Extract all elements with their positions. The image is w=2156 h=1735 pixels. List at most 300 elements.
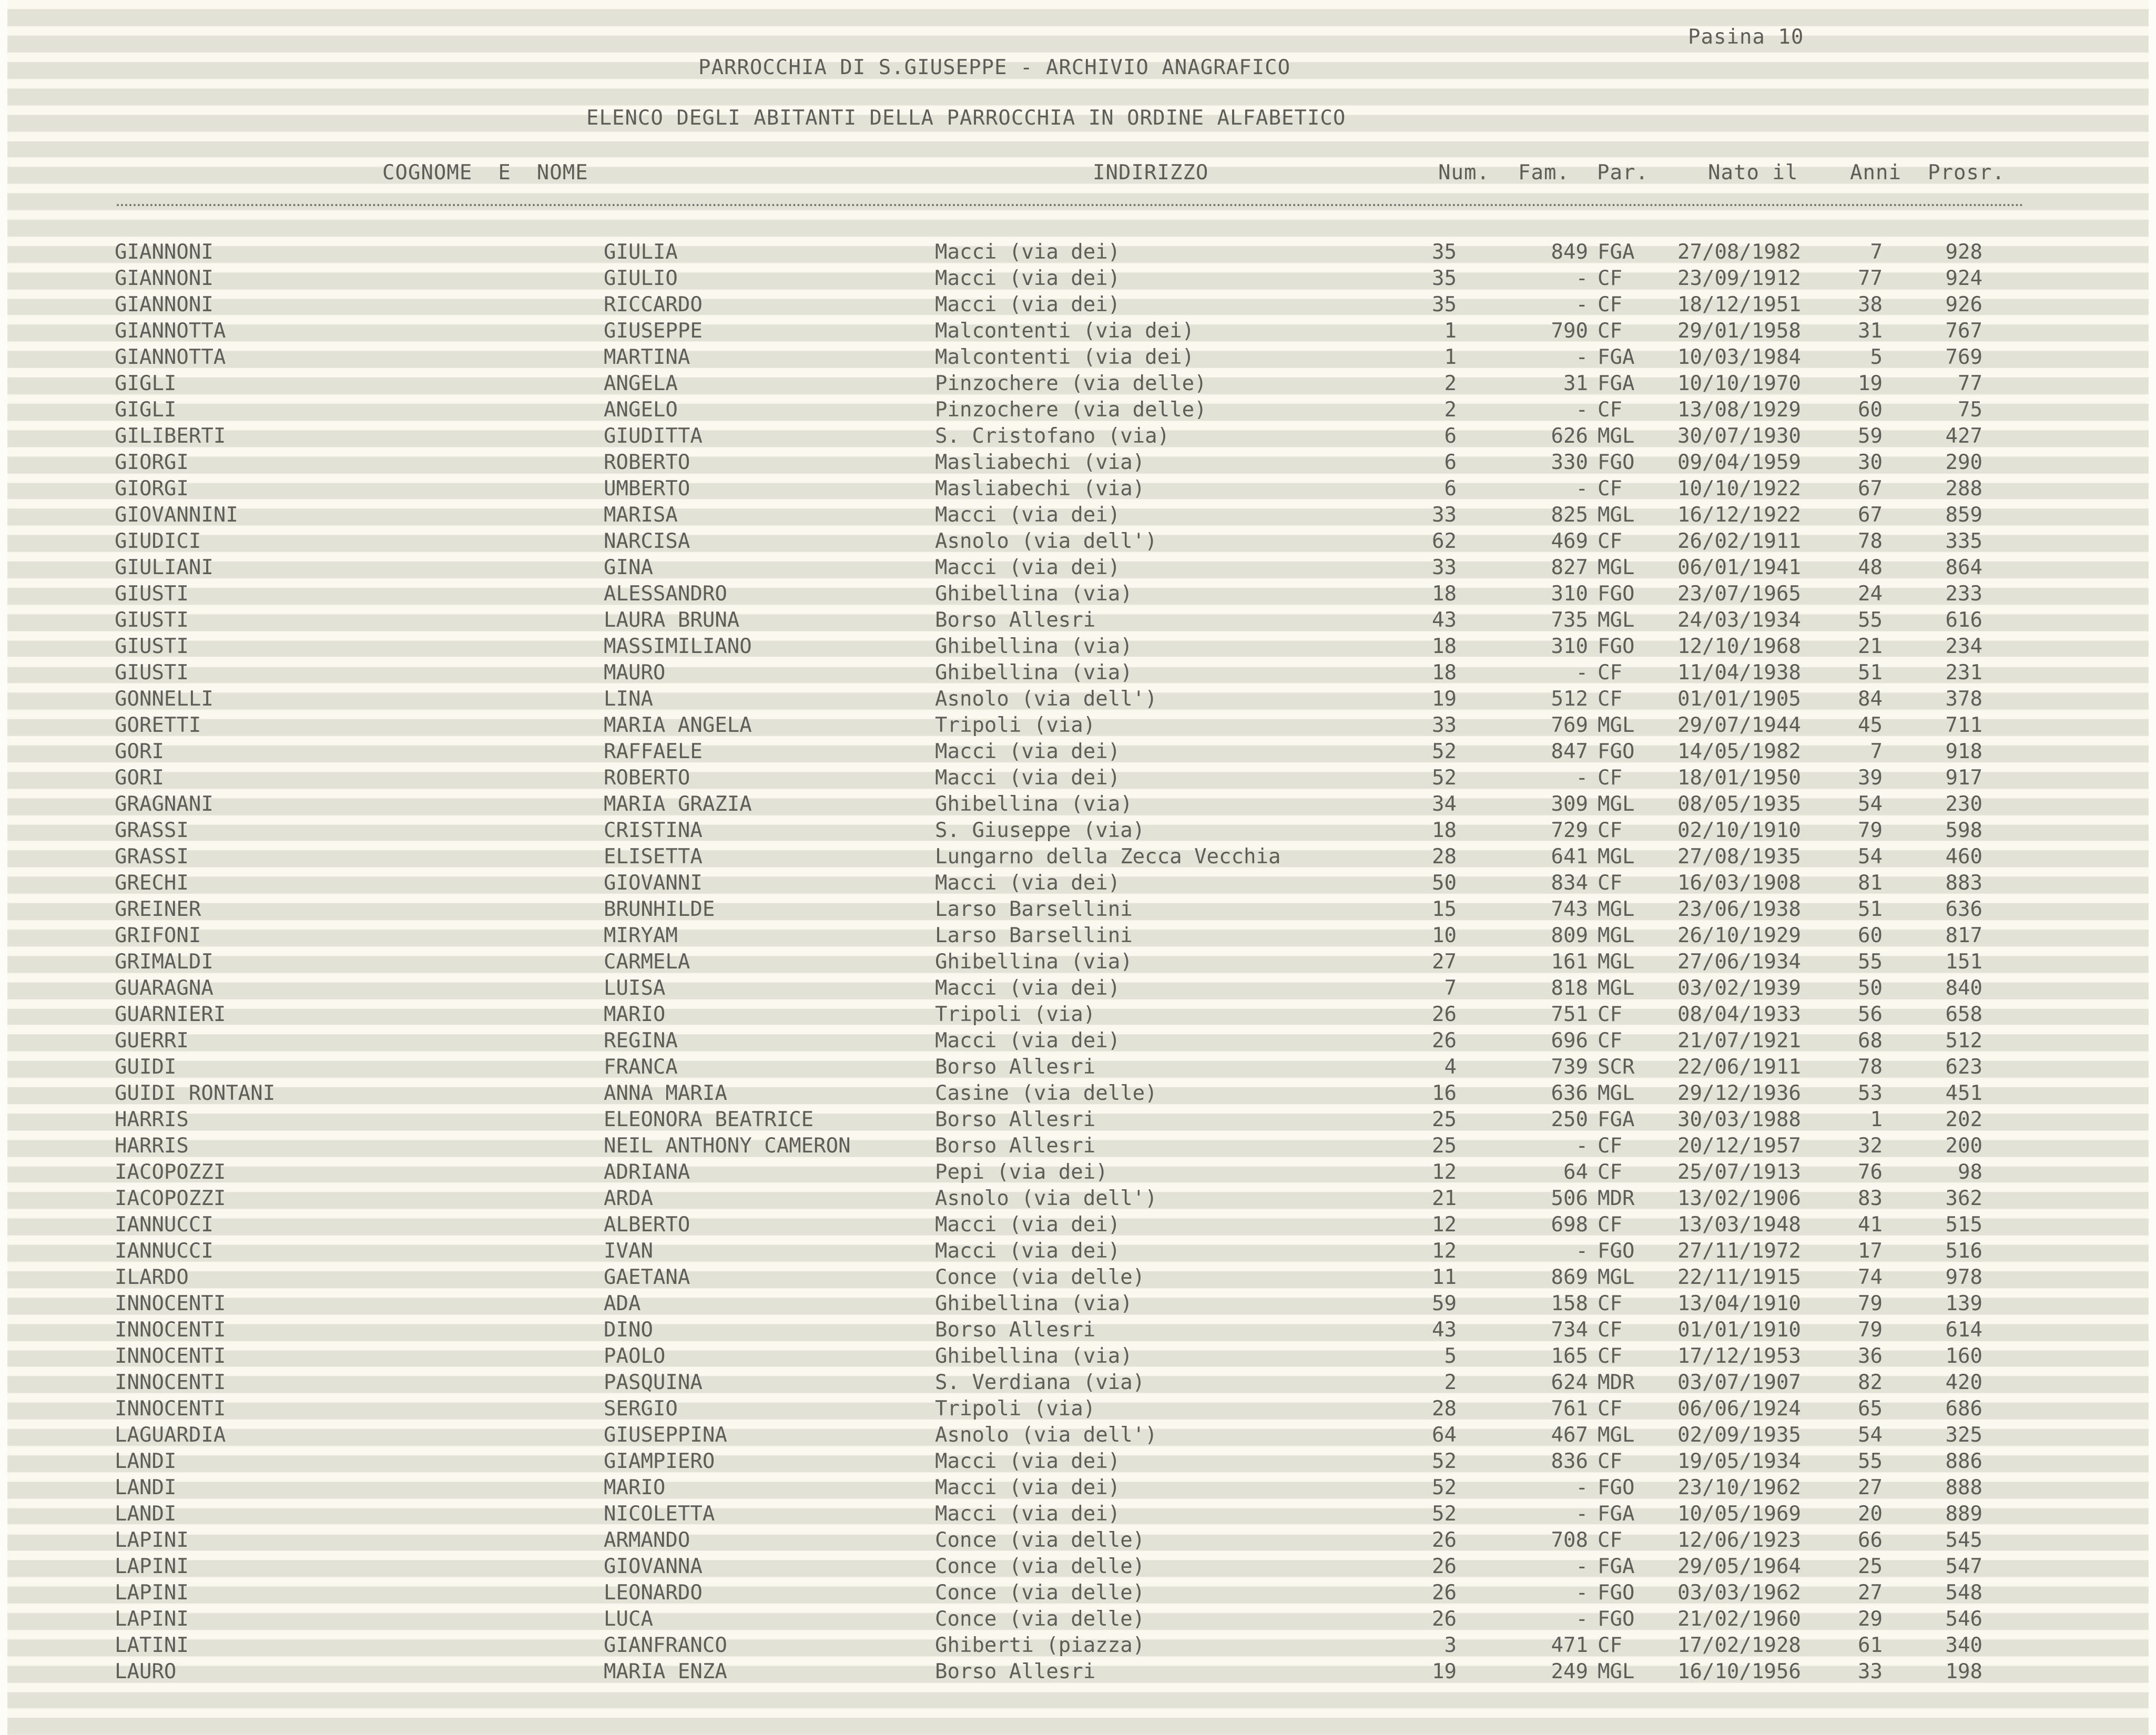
- surname-cell: ILARDO: [115, 1265, 189, 1289]
- surname-cell: LANDI: [115, 1450, 177, 1473]
- table-row: [0, 1396, 2156, 1423]
- first-name-cell: MAURO: [604, 661, 666, 685]
- relation-cell: CF: [1598, 1003, 1622, 1026]
- birth-date-cell: 29/05/1964: [1677, 1555, 1801, 1578]
- progressive-number-cell: 598: [1945, 819, 1982, 842]
- first-name-cell: CARMELA: [604, 950, 690, 974]
- age-cell: 79: [1858, 819, 1883, 842]
- address-cell: Pepi (via dei): [935, 1160, 1108, 1184]
- family-number-cell: 309: [1551, 792, 1588, 816]
- house-number-cell: 25: [1432, 1108, 1457, 1131]
- age-cell: 50: [1858, 976, 1883, 1000]
- progressive-number-cell: 160: [1945, 1344, 1982, 1368]
- progressive-number-cell: 234: [1945, 635, 1982, 658]
- table-row: [0, 371, 2156, 397]
- header-name: COGNOME E NOME: [382, 161, 588, 185]
- table-row: [0, 923, 2156, 950]
- age-cell: 59: [1858, 424, 1883, 448]
- surname-cell: INNOCENTI: [115, 1318, 226, 1342]
- birth-date-cell: 17/02/1928: [1677, 1634, 1801, 1657]
- address-cell: Conce (via delle): [935, 1528, 1145, 1552]
- family-number-cell: 626: [1551, 424, 1588, 448]
- address-cell: Malcontenti (via dei): [935, 319, 1195, 343]
- progressive-number-cell: 451: [1945, 1081, 1982, 1105]
- birth-date-cell: 03/07/1907: [1677, 1371, 1801, 1394]
- surname-cell: GIOVANNINI: [115, 503, 238, 527]
- birth-date-cell: 01/01/1910: [1677, 1318, 1801, 1342]
- house-number-cell: 52: [1432, 1450, 1457, 1473]
- house-number-cell: 35: [1432, 267, 1457, 290]
- surname-cell: IANNUCCI: [115, 1213, 213, 1237]
- age-cell: 7: [1870, 240, 1883, 264]
- progressive-number-cell: 290: [1945, 451, 1982, 474]
- surname-cell: GIANNONI: [115, 240, 213, 264]
- first-name-cell: REGINA: [604, 1029, 678, 1053]
- age-cell: 33: [1858, 1660, 1883, 1683]
- birth-date-cell: 03/02/1939: [1677, 976, 1801, 1000]
- table-row: [0, 1028, 2156, 1055]
- birth-date-cell: 09/04/1959: [1677, 451, 1801, 474]
- progressive-number-cell: 547: [1945, 1555, 1982, 1578]
- progressive-number-cell: 924: [1945, 267, 1982, 290]
- age-cell: 81: [1858, 871, 1883, 895]
- address-cell: Pinzochere (via delle): [935, 398, 1207, 422]
- surname-cell: GIANNOTTA: [115, 319, 226, 343]
- house-number-cell: 43: [1432, 608, 1457, 632]
- relation-cell: CF: [1598, 1318, 1622, 1342]
- age-cell: 39: [1858, 766, 1883, 790]
- relation-cell: MGL: [1598, 424, 1635, 448]
- progressive-number-cell: 636: [1945, 897, 1982, 921]
- relation-cell: SCR: [1598, 1055, 1635, 1079]
- first-name-cell: GAETANA: [604, 1265, 690, 1289]
- first-name-cell: ARDA: [604, 1187, 653, 1210]
- progressive-number-cell: 139: [1945, 1292, 1982, 1315]
- family-number-cell: 809: [1551, 924, 1588, 947]
- address-cell: Macci (via dei): [935, 293, 1121, 317]
- relation-cell: MGL: [1598, 976, 1635, 1000]
- surname-cell: GIUSTI: [115, 661, 189, 685]
- surname-cell: GRASSI: [115, 845, 189, 869]
- house-number-cell: 26: [1432, 1029, 1457, 1053]
- family-number-cell: 790: [1551, 319, 1588, 343]
- address-cell: Macci (via dei): [935, 503, 1121, 527]
- relation-cell: CF: [1598, 766, 1622, 790]
- progressive-number-cell: 840: [1945, 976, 1982, 1000]
- family-number-cell: 506: [1551, 1187, 1588, 1210]
- address-cell: Ghibellina (via): [935, 1292, 1133, 1315]
- surname-cell: LAPINI: [115, 1581, 189, 1605]
- house-number-cell: 1: [1444, 345, 1457, 369]
- birth-date-cell: 16/10/1956: [1677, 1660, 1801, 1683]
- table-row: [0, 1265, 2156, 1291]
- first-name-cell: MIRYAM: [604, 924, 678, 947]
- first-name-cell: SERGIO: [604, 1397, 678, 1421]
- progressive-number-cell: 545: [1945, 1528, 1982, 1552]
- progressive-number-cell: 888: [1945, 1476, 1982, 1499]
- age-cell: 48: [1858, 556, 1883, 579]
- family-number-cell: -: [1575, 1134, 1588, 1158]
- age-cell: 79: [1858, 1292, 1883, 1315]
- birth-date-cell: 06/01/1941: [1677, 556, 1801, 579]
- progressive-number-cell: 362: [1945, 1187, 1982, 1210]
- table-row: [0, 266, 2156, 292]
- relation-cell: FGA: [1598, 372, 1635, 395]
- table-row: [0, 1291, 2156, 1318]
- progressive-number-cell: 883: [1945, 871, 1982, 895]
- progressive-number-cell: 769: [1945, 345, 1982, 369]
- table-row: [0, 476, 2156, 503]
- house-number-cell: 16: [1432, 1081, 1457, 1105]
- surname-cell: LAURO: [115, 1660, 177, 1683]
- progressive-number-cell: 325: [1945, 1423, 1982, 1447]
- relation-cell: MGL: [1598, 1423, 1635, 1447]
- address-cell: Macci (via dei): [935, 1029, 1121, 1053]
- relation-cell: MGL: [1598, 924, 1635, 947]
- house-number-cell: 35: [1432, 293, 1457, 317]
- first-name-cell: ALBERTO: [604, 1213, 690, 1237]
- progressive-number-cell: 928: [1945, 240, 1982, 264]
- progressive-number-cell: 340: [1945, 1634, 1982, 1657]
- address-cell: Ghibellina (via): [935, 950, 1133, 974]
- family-number-cell: 739: [1551, 1055, 1588, 1079]
- relation-cell: FGO: [1598, 451, 1635, 474]
- table-row: [0, 450, 2156, 476]
- address-cell: Borso Allesri: [935, 1108, 1096, 1131]
- house-number-cell: 12: [1432, 1160, 1457, 1184]
- progressive-number-cell: 427: [1945, 424, 1982, 448]
- address-cell: Ghibellina (via): [935, 635, 1133, 658]
- birth-date-cell: 30/03/1988: [1677, 1108, 1801, 1131]
- relation-cell: CF: [1598, 871, 1622, 895]
- surname-cell: GUIDI RONTANI: [115, 1081, 276, 1105]
- first-name-cell: NARCISA: [604, 529, 690, 553]
- surname-cell: GIORGI: [115, 477, 189, 501]
- surname-cell: IANNUCCI: [115, 1239, 213, 1263]
- age-cell: 31: [1858, 319, 1883, 343]
- age-cell: 83: [1858, 1187, 1883, 1210]
- table-row: [0, 608, 2156, 634]
- table-row: [0, 818, 2156, 844]
- age-cell: 66: [1858, 1528, 1883, 1552]
- surname-cell: GILIBERTI: [115, 424, 226, 448]
- relation-cell: CF: [1598, 687, 1622, 711]
- relation-cell: CF: [1598, 293, 1622, 317]
- address-cell: Asnolo (via dell'): [935, 1187, 1157, 1210]
- surname-cell: GIGLI: [115, 398, 177, 422]
- address-cell: Borso Allesri: [935, 1660, 1096, 1683]
- surname-cell: LAPINI: [115, 1528, 189, 1552]
- family-number-cell: 624: [1551, 1371, 1588, 1394]
- address-cell: Conce (via delle): [935, 1555, 1145, 1578]
- table-row: [0, 345, 2156, 371]
- birth-date-cell: 27/11/1972: [1677, 1239, 1801, 1263]
- house-number-cell: 28: [1432, 1397, 1457, 1421]
- relation-cell: FGO: [1598, 1239, 1635, 1263]
- address-cell: Conce (via delle): [935, 1581, 1145, 1605]
- table-row: [0, 529, 2156, 555]
- house-number-cell: 18: [1432, 661, 1457, 685]
- surname-cell: GUARAGNA: [115, 976, 213, 1000]
- age-cell: 29: [1858, 1607, 1883, 1631]
- surname-cell: LANDI: [115, 1476, 177, 1499]
- house-number-cell: 6: [1444, 424, 1457, 448]
- birth-date-cell: 03/03/1962: [1677, 1581, 1801, 1605]
- header-born: Nato il: [1708, 161, 1798, 185]
- house-number-cell: 7: [1444, 976, 1457, 1000]
- age-cell: 67: [1858, 503, 1883, 527]
- progressive-number-cell: 288: [1945, 477, 1982, 501]
- birth-date-cell: 23/06/1938: [1677, 897, 1801, 921]
- family-number-cell: 249: [1551, 1660, 1588, 1683]
- birth-date-cell: 14/05/1982: [1677, 740, 1801, 763]
- surname-cell: HARRIS: [115, 1134, 189, 1158]
- relation-cell: MGL: [1598, 897, 1635, 921]
- relation-cell: CF: [1598, 1029, 1622, 1053]
- table-row: [0, 397, 2156, 424]
- family-number-cell: 734: [1551, 1318, 1588, 1342]
- relation-cell: MGL: [1598, 845, 1635, 869]
- address-cell: Macci (via dei): [935, 1502, 1121, 1526]
- family-number-cell: 471: [1551, 1634, 1588, 1657]
- first-name-cell: GIOVANNA: [604, 1555, 703, 1578]
- house-number-cell: 26: [1432, 1003, 1457, 1026]
- progressive-number-cell: 230: [1945, 792, 1982, 816]
- progressive-number-cell: 335: [1945, 529, 1982, 553]
- first-name-cell: PAOLO: [604, 1344, 666, 1368]
- relation-cell: MGL: [1598, 792, 1635, 816]
- family-number-cell: 165: [1551, 1344, 1588, 1368]
- address-cell: Macci (via dei): [935, 556, 1121, 579]
- family-number-cell: 729: [1551, 819, 1588, 842]
- family-number-cell: 310: [1551, 582, 1588, 606]
- relation-cell: CF: [1598, 267, 1622, 290]
- birth-date-cell: 10/05/1969: [1677, 1502, 1801, 1526]
- age-cell: 17: [1858, 1239, 1883, 1263]
- house-number-cell: 43: [1432, 1318, 1457, 1342]
- progressive-number-cell: 917: [1945, 766, 1982, 790]
- surname-cell: LANDI: [115, 1502, 177, 1526]
- house-number-cell: 26: [1432, 1607, 1457, 1631]
- age-cell: 54: [1858, 845, 1883, 869]
- address-cell: Pinzochere (via delle): [935, 372, 1207, 395]
- table-row: [0, 739, 2156, 766]
- table-row: [0, 1344, 2156, 1370]
- header-address: INDIRIZZO: [1093, 161, 1209, 185]
- table-row: [0, 1212, 2156, 1239]
- relation-cell: CF: [1598, 1397, 1622, 1421]
- age-cell: 55: [1858, 1450, 1883, 1473]
- birth-date-cell: 12/10/1968: [1677, 635, 1801, 658]
- relation-cell: CF: [1598, 819, 1622, 842]
- family-number-cell: 869: [1551, 1265, 1588, 1289]
- first-name-cell: LUCA: [604, 1607, 653, 1631]
- age-cell: 27: [1858, 1476, 1883, 1499]
- relation-cell: CF: [1598, 1634, 1622, 1657]
- table-row: [0, 1107, 2156, 1134]
- table-row: [0, 897, 2156, 923]
- birth-date-cell: 13/03/1948: [1677, 1213, 1801, 1237]
- address-cell: Macci (via dei): [935, 740, 1121, 763]
- birth-date-cell: 23/07/1965: [1677, 582, 1801, 606]
- address-cell: Tripoli (via): [935, 713, 1096, 737]
- family-number-cell: 836: [1551, 1450, 1588, 1473]
- birth-date-cell: 27/08/1982: [1677, 240, 1801, 264]
- progressive-number-cell: 231: [1945, 661, 1982, 685]
- header-prog: Prosr.: [1928, 161, 2005, 185]
- address-cell: Lungarno della Zecca Vecchia: [935, 845, 1281, 869]
- first-name-cell: MARTINA: [604, 345, 690, 369]
- first-name-cell: ADRIANA: [604, 1160, 690, 1184]
- birth-date-cell: 12/06/1923: [1677, 1528, 1801, 1552]
- birth-date-cell: 30/07/1930: [1677, 424, 1801, 448]
- first-name-cell: GIUSEPPINA: [604, 1423, 727, 1447]
- house-number-cell: 2: [1444, 372, 1457, 395]
- table-row: [0, 1239, 2156, 1265]
- house-number-cell: 50: [1432, 871, 1457, 895]
- house-number-cell: 34: [1432, 792, 1457, 816]
- table-row: [0, 1160, 2156, 1186]
- house-number-cell: 2: [1444, 398, 1457, 422]
- birth-date-cell: 10/03/1984: [1677, 345, 1801, 369]
- house-number-cell: 3: [1444, 1634, 1457, 1657]
- house-number-cell: 11: [1432, 1265, 1457, 1289]
- house-number-cell: 26: [1432, 1528, 1457, 1552]
- relation-cell: MGL: [1598, 1265, 1635, 1289]
- surname-cell: GIUSTI: [115, 582, 189, 606]
- address-cell: Macci (via dei): [935, 1476, 1121, 1499]
- first-name-cell: ROBERTO: [604, 451, 690, 474]
- surname-cell: LAPINI: [115, 1555, 189, 1578]
- surname-cell: GORETTI: [115, 713, 201, 737]
- family-number-cell: -: [1575, 1581, 1588, 1605]
- birth-date-cell: 08/05/1935: [1677, 792, 1801, 816]
- age-cell: 7: [1870, 740, 1883, 763]
- table-row: [0, 1633, 2156, 1659]
- address-cell: Ghibellina (via): [935, 661, 1133, 685]
- family-number-cell: -: [1575, 661, 1588, 685]
- first-name-cell: MARIO: [604, 1476, 666, 1499]
- address-cell: Asnolo (via dell'): [935, 1423, 1157, 1447]
- house-number-cell: 35: [1432, 240, 1457, 264]
- address-cell: Macci (via dei): [935, 1213, 1121, 1237]
- family-number-cell: 818: [1551, 976, 1588, 1000]
- address-cell: Macci (via dei): [935, 240, 1121, 264]
- address-cell: Macci (via dei): [935, 976, 1121, 1000]
- house-number-cell: 4: [1444, 1055, 1457, 1079]
- surname-cell: GIANNOTTA: [115, 345, 226, 369]
- progressive-number-cell: 859: [1945, 503, 1982, 527]
- table-row: [0, 792, 2156, 818]
- first-name-cell: ELISETTA: [604, 845, 703, 869]
- surname-cell: GORI: [115, 766, 164, 790]
- first-name-cell: NEIL ANTHONY CAMERON: [604, 1134, 851, 1158]
- first-name-cell: ROBERTO: [604, 766, 690, 790]
- table-row: [0, 950, 2156, 976]
- progressive-number-cell: 926: [1945, 293, 1982, 317]
- address-cell: Tripoli (via): [935, 1397, 1096, 1421]
- address-cell: Larso Barsellini: [935, 897, 1133, 921]
- age-cell: 24: [1858, 582, 1883, 606]
- house-number-cell: 1: [1444, 319, 1457, 343]
- relation-cell: FGO: [1598, 1607, 1635, 1631]
- birth-date-cell: 16/12/1922: [1677, 503, 1801, 527]
- age-cell: 79: [1858, 1318, 1883, 1342]
- relation-cell: FGA: [1598, 1502, 1635, 1526]
- relation-cell: MGL: [1598, 1081, 1635, 1105]
- relation-cell: CF: [1598, 319, 1622, 343]
- first-name-cell: IVAN: [604, 1239, 653, 1263]
- progressive-number-cell: 864: [1945, 556, 1982, 579]
- house-number-cell: 52: [1432, 1502, 1457, 1526]
- house-number-cell: 52: [1432, 740, 1457, 763]
- first-name-cell: ADA: [604, 1292, 641, 1315]
- house-number-cell: 26: [1432, 1555, 1457, 1578]
- table-row: [0, 687, 2156, 713]
- table-row: [0, 503, 2156, 529]
- first-name-cell: BRUNHILDE: [604, 897, 715, 921]
- first-name-cell: RAFFAELE: [604, 740, 703, 763]
- address-cell: Asnolo (via dell'): [935, 687, 1157, 711]
- surname-cell: INNOCENTI: [115, 1344, 226, 1368]
- relation-cell: CF: [1598, 398, 1622, 422]
- progressive-number-cell: 548: [1945, 1581, 1982, 1605]
- birth-date-cell: 27/08/1935: [1677, 845, 1801, 869]
- age-cell: 61: [1858, 1634, 1883, 1657]
- relation-cell: FGO: [1598, 740, 1635, 763]
- first-name-cell: FRANCA: [604, 1055, 678, 1079]
- relation-cell: MGL: [1598, 503, 1635, 527]
- age-cell: 68: [1858, 1029, 1883, 1053]
- age-cell: 84: [1858, 687, 1883, 711]
- progressive-number-cell: 98: [1958, 1160, 1982, 1184]
- first-name-cell: GIAMPIERO: [604, 1450, 715, 1473]
- address-cell: Ghibellina (via): [935, 1344, 1133, 1368]
- age-cell: 53: [1858, 1081, 1883, 1105]
- page-number: Pasina 10: [1688, 25, 1804, 49]
- family-number-cell: 743: [1551, 897, 1588, 921]
- progressive-number-cell: 75: [1958, 398, 1982, 422]
- surname-cell: INNOCENTI: [115, 1397, 226, 1421]
- table-row: [0, 1607, 2156, 1633]
- address-cell: Ghiberti (piazza): [935, 1634, 1145, 1657]
- address-cell: Masliabechi (via): [935, 451, 1145, 474]
- family-number-cell: 467: [1551, 1423, 1588, 1447]
- house-number-cell: 18: [1432, 819, 1457, 842]
- progressive-number-cell: 151: [1945, 950, 1982, 974]
- table-row: [0, 976, 2156, 1002]
- family-number-cell: 636: [1551, 1081, 1588, 1105]
- family-number-cell: 825: [1551, 503, 1588, 527]
- family-number-cell: -: [1575, 1239, 1588, 1263]
- house-number-cell: 5: [1444, 1344, 1457, 1368]
- progressive-number-cell: 200: [1945, 1134, 1982, 1158]
- header-par: Par.: [1597, 161, 1649, 185]
- family-number-cell: 64: [1563, 1160, 1588, 1184]
- first-name-cell: GIANFRANCO: [604, 1634, 727, 1657]
- progressive-number-cell: 378: [1945, 687, 1982, 711]
- document-title: PARROCCHIA DI S.GIUSEPPE - ARCHIVIO ANAGRAFICO: [698, 56, 1291, 79]
- first-name-cell: MARIA GRAZIA: [604, 792, 752, 816]
- age-cell: 19: [1858, 372, 1883, 395]
- house-number-cell: 19: [1432, 1660, 1457, 1683]
- relation-cell: MGL: [1598, 1660, 1635, 1683]
- first-name-cell: ALESSANDRO: [604, 582, 727, 606]
- family-number-cell: 708: [1551, 1528, 1588, 1552]
- relation-cell: MGL: [1598, 713, 1635, 737]
- header-age: Anni: [1850, 161, 1901, 185]
- progressive-number-cell: 817: [1945, 924, 1982, 947]
